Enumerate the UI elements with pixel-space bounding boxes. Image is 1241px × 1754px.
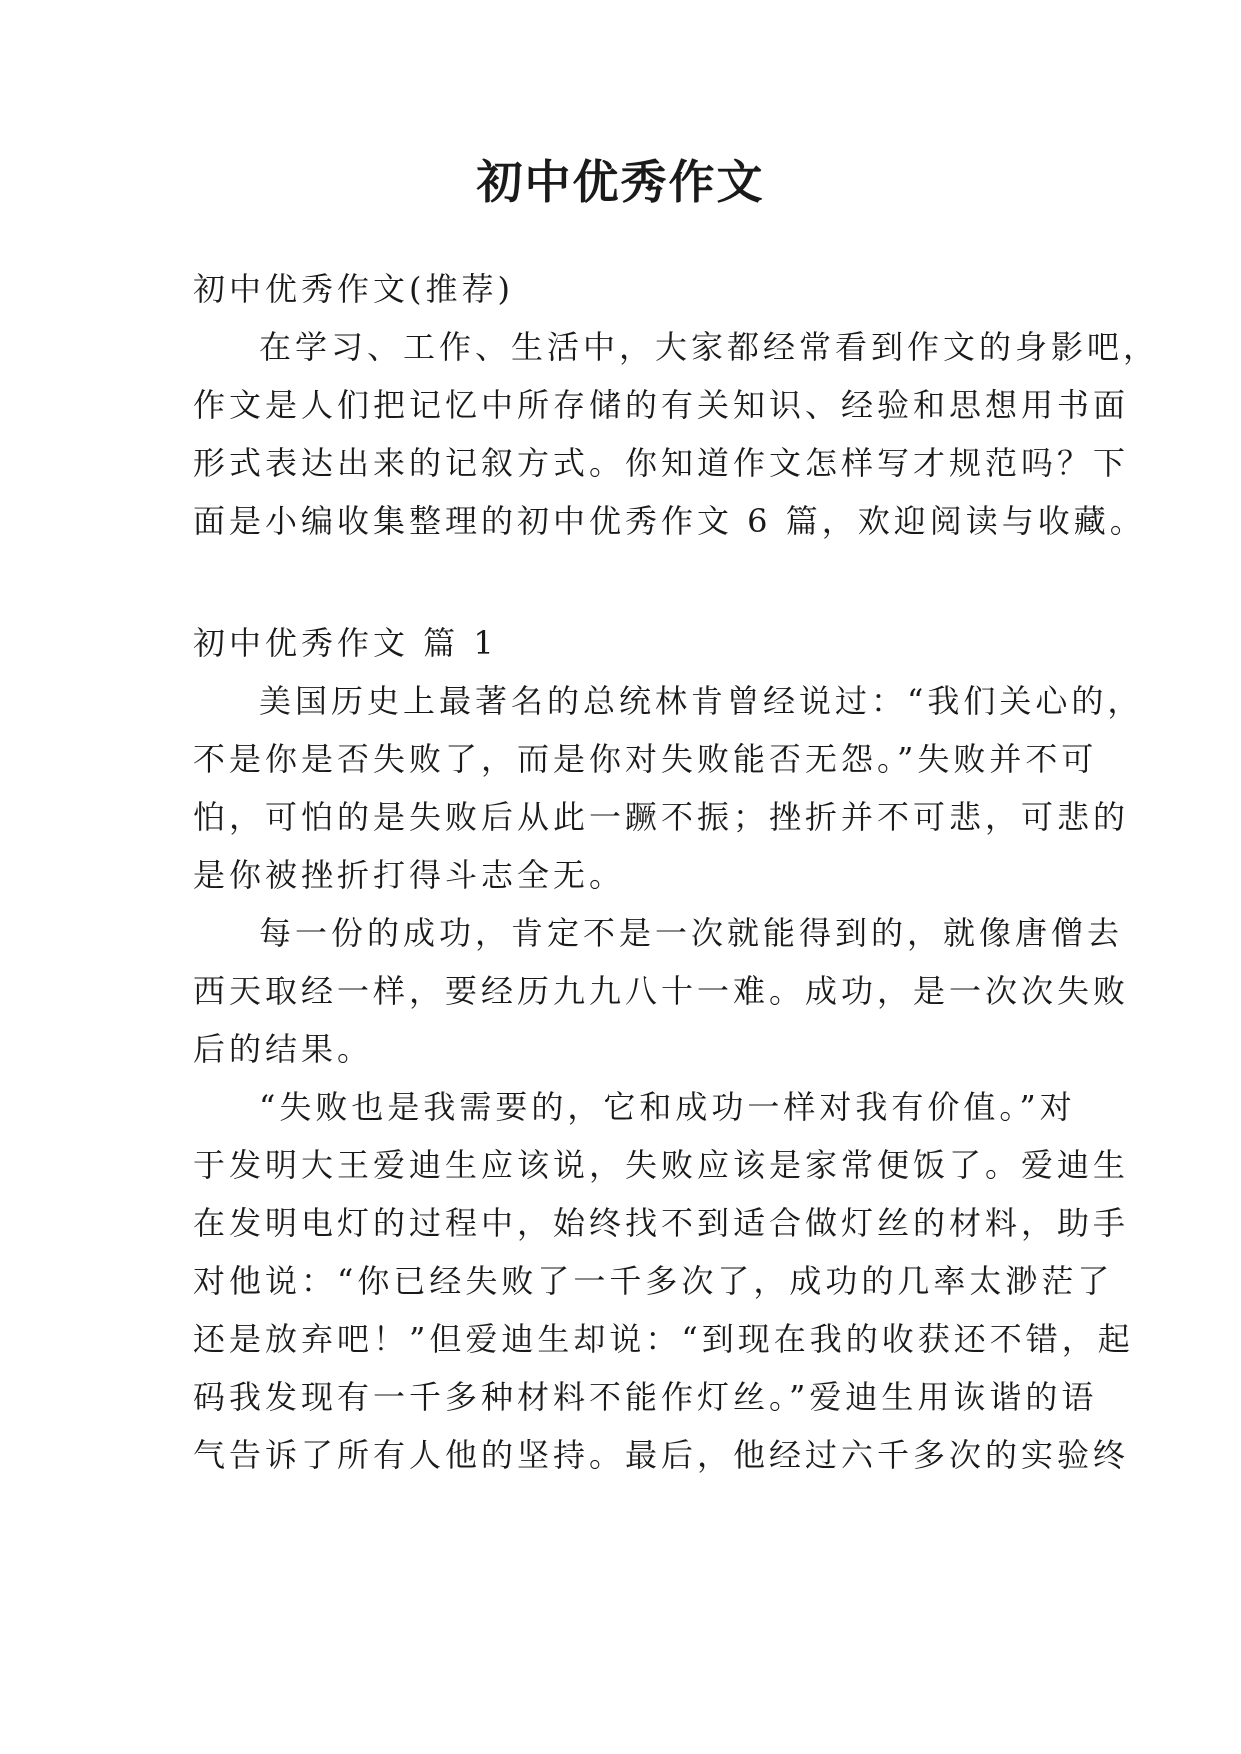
paragraph-line: 怕，可怕的是失败后从此一蹶不振；挫折并不可悲，可悲的 xyxy=(193,798,1130,836)
paragraph-line: 不是你是否失败了，而是你对失败能否无怨。”失败并不可 xyxy=(193,740,1098,778)
section-paragraph-3 xyxy=(193,1078,1134,1484)
intro-line: 形式表达出来的记叙方式。你知道作文怎样写才规范吗？下 xyxy=(193,444,1130,482)
paragraph-line: 于发明大王爱迪生应该说，失败应该是家常便饭了。爱迪生 xyxy=(193,1146,1130,1184)
paragraph-line: 在发明电灯的过程中，始终找不到适合做灯丝的材料，助手 xyxy=(193,1204,1130,1242)
paragraph-line: “失败也是我需要的，它和成功一样对我有价值。”对 xyxy=(259,1088,1076,1126)
paragraph-line: 每一份的成功，肯定不是一次就能得到的，就像唐僧去 xyxy=(259,914,1124,952)
paragraph-line: 气告诉了所有人他的坚持。最后，他经过六千多次的实验终 xyxy=(193,1436,1130,1474)
paragraph-line: 后的结果。 xyxy=(193,1030,374,1068)
intro-line: 作文是人们把记忆中所存储的有关知识、经验和思想用书面 xyxy=(193,386,1130,424)
paragraph-line: 是你被挫折打得斗志全无。 xyxy=(193,856,626,894)
paragraph-line: 对他说：“你已经失败了一千多次了，成功的几率太渺茫了 xyxy=(193,1262,1114,1300)
intro-line: 面是小编收集整理的初中优秀作文 6 篇，欢迎阅读与收藏。 xyxy=(193,502,1146,540)
paragraph-line: 码我发现有一千多种材料不能作灯丝。”爱迪生用诙谐的语 xyxy=(193,1378,1098,1416)
section-heading: 初中优秀作文 篇 1 xyxy=(193,624,498,662)
section-paragraph-1 xyxy=(193,672,1144,904)
section-paragraph-2 xyxy=(193,904,1130,1078)
paragraph-line: 西天取经一样，要经历九九八十一难。成功，是一次次失败 xyxy=(193,972,1130,1010)
paragraph-line: 还是放弃吧！”但爱迪生却说：“到现在我的收获还不错，起 xyxy=(193,1320,1134,1358)
document-title: 初中优秀作文 xyxy=(476,155,765,209)
document-subtitle: 初中优秀作文(推荐) xyxy=(193,270,514,308)
document-body xyxy=(193,260,1160,1484)
intro-paragraph xyxy=(193,318,1160,550)
paragraph-line: 美国历史上最著名的总统林肯曾经说过：“我们关心的， xyxy=(259,682,1144,720)
intro-line: 在学习、工作、生活中，大家都经常看到作文的身影吧， xyxy=(259,328,1160,366)
